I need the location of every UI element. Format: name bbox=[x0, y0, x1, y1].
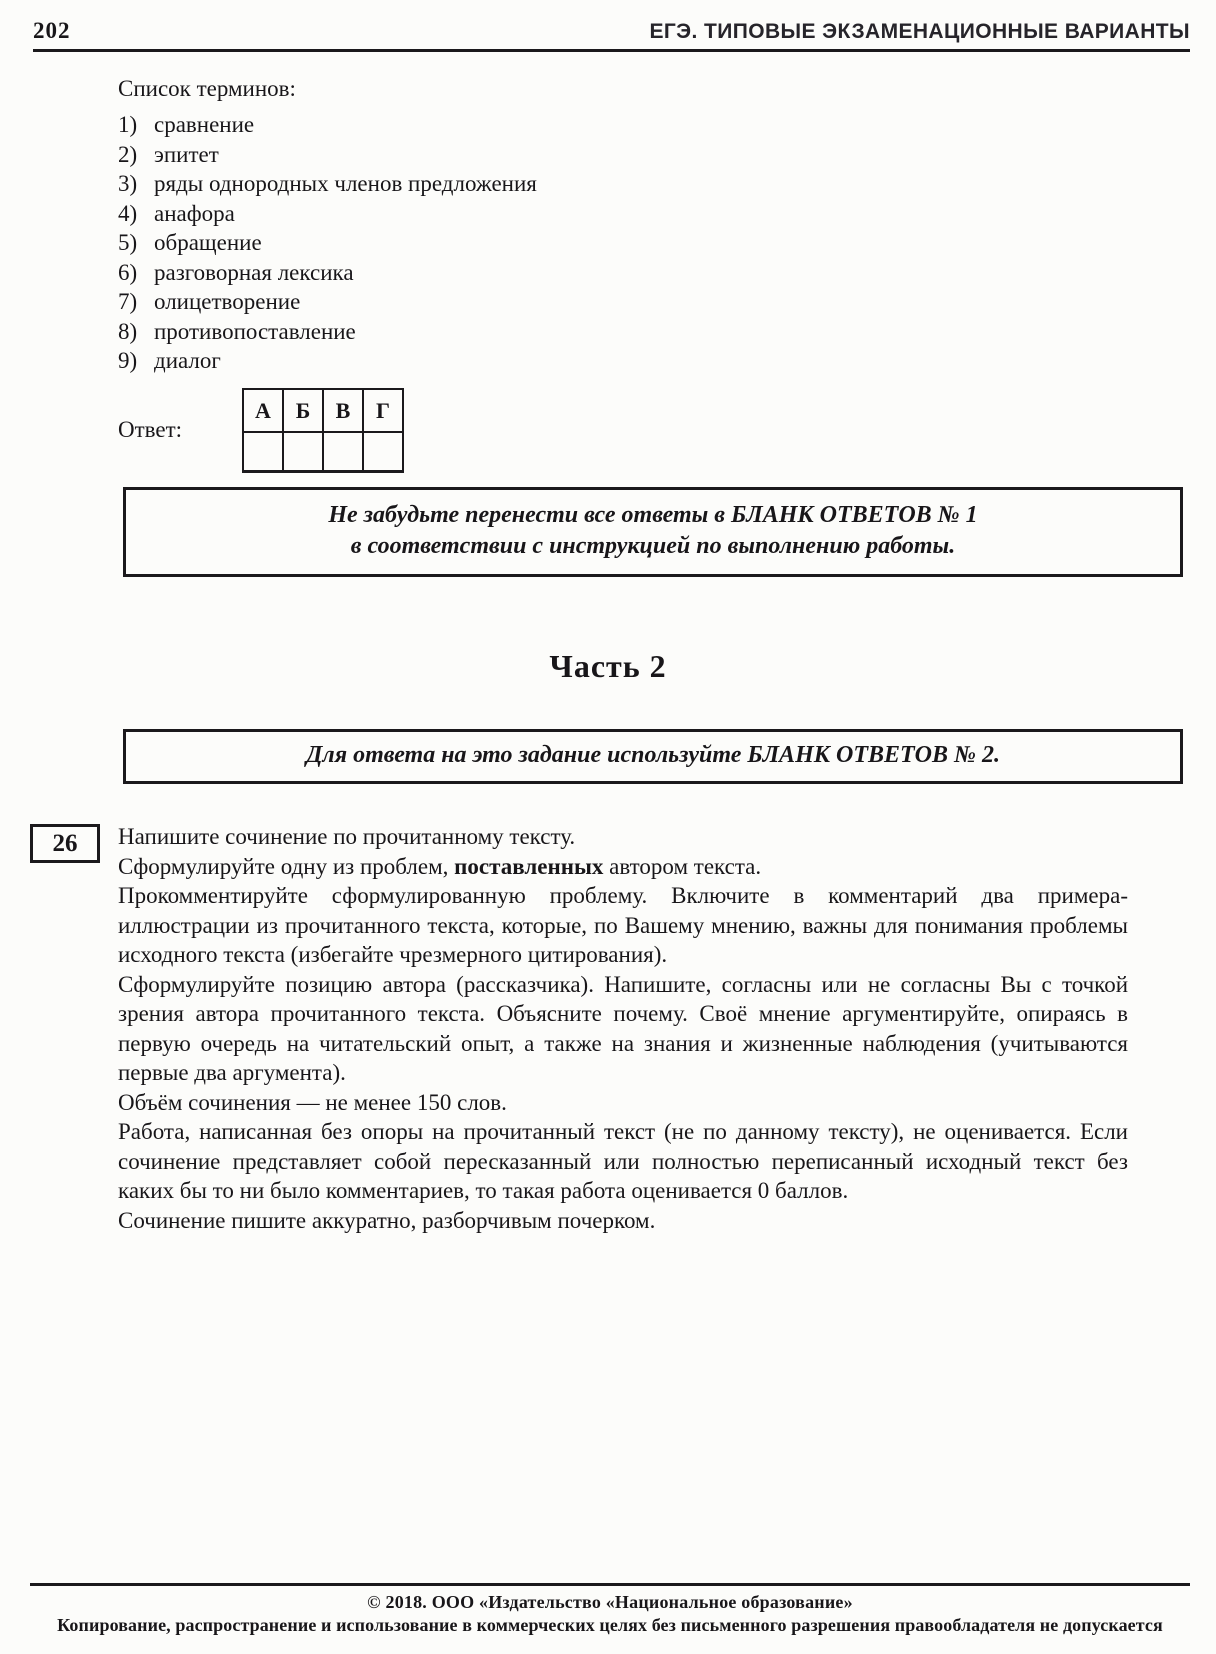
part2-heading: Часть 2 bbox=[549, 648, 667, 684]
term-number: 4) bbox=[118, 200, 138, 226]
page-header bbox=[33, 18, 1190, 52]
term-item bbox=[118, 169, 1128, 199]
footer-copy-notice: Копирование, распространение и использование в коммерческих целях без письменного разрешения правообладателя не допускается bbox=[57, 1615, 1163, 1635]
running-head-title: ЕГЭ. ТИПОВЫЕ ЭКЗАМЕНАЦИОННЫЕ ВАРИАНТЫ bbox=[649, 20, 1190, 43]
term-item bbox=[118, 199, 1128, 229]
term-item bbox=[118, 317, 1128, 347]
term-label: сравнение bbox=[154, 112, 255, 137]
term-label: диалог bbox=[154, 348, 221, 373]
task-text-segment: Сформулируйте позицию автора (рассказчика). Напишите, согласны или не согласны Вы с точкой зрения автора прочитанного текста. Объясните почему. Своё мнение аргументируйте, опираясь в первую очередь на читательский опыт, а также на знания и жизненные наблюдения (учитываются первые два аргумента). bbox=[118, 971, 1128, 1085]
answer-grid-empty-cell bbox=[363, 432, 403, 471]
answer-grid-header-cell: В bbox=[323, 389, 363, 432]
task-number-box: 26 bbox=[30, 824, 100, 863]
task-paragraph bbox=[118, 881, 1128, 970]
task-text bbox=[118, 822, 1128, 1235]
term-item bbox=[118, 110, 1128, 140]
task-paragraph bbox=[118, 852, 1128, 882]
answer-grid-empty-cell bbox=[283, 432, 323, 471]
term-number: 7) bbox=[118, 289, 138, 314]
answer-label: Ответ: bbox=[118, 417, 183, 443]
term-item bbox=[118, 228, 1128, 258]
term-number: 8) bbox=[118, 318, 138, 344]
task-paragraph bbox=[118, 970, 1128, 1088]
terms-list bbox=[118, 110, 1128, 376]
terms-section bbox=[118, 76, 1128, 376]
term-number: 5) bbox=[118, 230, 138, 255]
task-paragraph bbox=[118, 822, 1128, 852]
term-item bbox=[118, 140, 1128, 170]
answer-grid-header-cell: Г bbox=[363, 389, 403, 432]
task-text-segment: Объём сочинения — не менее 150 слов. bbox=[118, 1089, 507, 1115]
transfer-answers-note-line2: в соответствии с инструкцией по выполнению работы. bbox=[350, 533, 956, 559]
answer-grid-empty-cell bbox=[243, 432, 283, 471]
term-label: ряды однородных членов предложения bbox=[154, 171, 537, 196]
footer-copyright: © 2018. ООО «Издательство «Национальное образование» bbox=[367, 1592, 853, 1612]
page-number: 202 bbox=[33, 18, 71, 43]
term-number: 6) bbox=[118, 259, 138, 285]
term-number: 1) bbox=[118, 112, 138, 137]
task-paragraph bbox=[118, 1088, 1128, 1118]
use-answer-sheet2-note-line1: Для ответа на это задание используйте БЛАНК ОТВЕТОВ № 2. bbox=[306, 742, 1000, 768]
term-item bbox=[118, 287, 1128, 317]
term-number: 2) bbox=[118, 141, 138, 167]
transfer-answers-note-line1: Не забудьте перенести все ответы в БЛАНК ОТВЕТОВ № 1 bbox=[328, 502, 978, 528]
answer-grid-values-row bbox=[243, 432, 403, 471]
term-label: эпитет bbox=[154, 141, 219, 167]
answer-grid-header-cell: А bbox=[243, 389, 283, 432]
answer-grid-empty-cell bbox=[323, 432, 363, 471]
use-answer-sheet2-note bbox=[123, 729, 1183, 784]
term-label: анафора bbox=[154, 200, 235, 226]
terms-title: Список терминов: bbox=[118, 76, 296, 101]
term-label: олицетворение bbox=[154, 289, 301, 314]
task-text-segment: Сформулируйте одну из проблем, bbox=[118, 853, 455, 879]
term-label: противопоставление bbox=[154, 318, 356, 344]
task-text-segment: автором текста. bbox=[603, 853, 762, 879]
task-paragraph bbox=[118, 1206, 1128, 1236]
task-paragraph bbox=[118, 1117, 1128, 1206]
term-item bbox=[118, 346, 1128, 376]
answer-grid bbox=[242, 388, 404, 473]
term-item bbox=[118, 258, 1128, 288]
transfer-answers-note bbox=[123, 487, 1183, 577]
answer-grid-header-row bbox=[243, 389, 403, 432]
term-label: обращение bbox=[154, 230, 262, 255]
term-number: 9) bbox=[118, 348, 138, 373]
term-label: разговорная лексика bbox=[154, 259, 354, 285]
answer-grid-header-cell: Б bbox=[283, 389, 323, 432]
term-number: 3) bbox=[118, 171, 138, 196]
task-text-segment: Напишите сочинение по прочитанному тексту. bbox=[118, 824, 576, 849]
answer-section bbox=[118, 388, 404, 473]
task-text-segment: Прокомментируйте сформулированную проблему. Включите в комментарий два примера-иллюстрации из прочитанного текста, которые, по Вашему мнению, важны для понимания проблемы исходного текста (избегайте чрезмерного цитирования). bbox=[118, 883, 1128, 967]
task-26 bbox=[0, 822, 1216, 1235]
task-text-segment: Работа, написанная без опоры на прочитанный текст (не по данному тексту), не оценивается. Если сочинение представляет собой пересказанный или полностью переписанный исходный текст без каких бы то ни было комментариев, то такая работа оценивается 0 баллов. bbox=[118, 1119, 1128, 1203]
task-text-bold-segment: поставленных bbox=[454, 853, 604, 879]
page-footer bbox=[30, 1583, 1190, 1636]
task-text-segment: Сочинение пишите аккуратно, разборчивым почерком. bbox=[118, 1207, 656, 1233]
